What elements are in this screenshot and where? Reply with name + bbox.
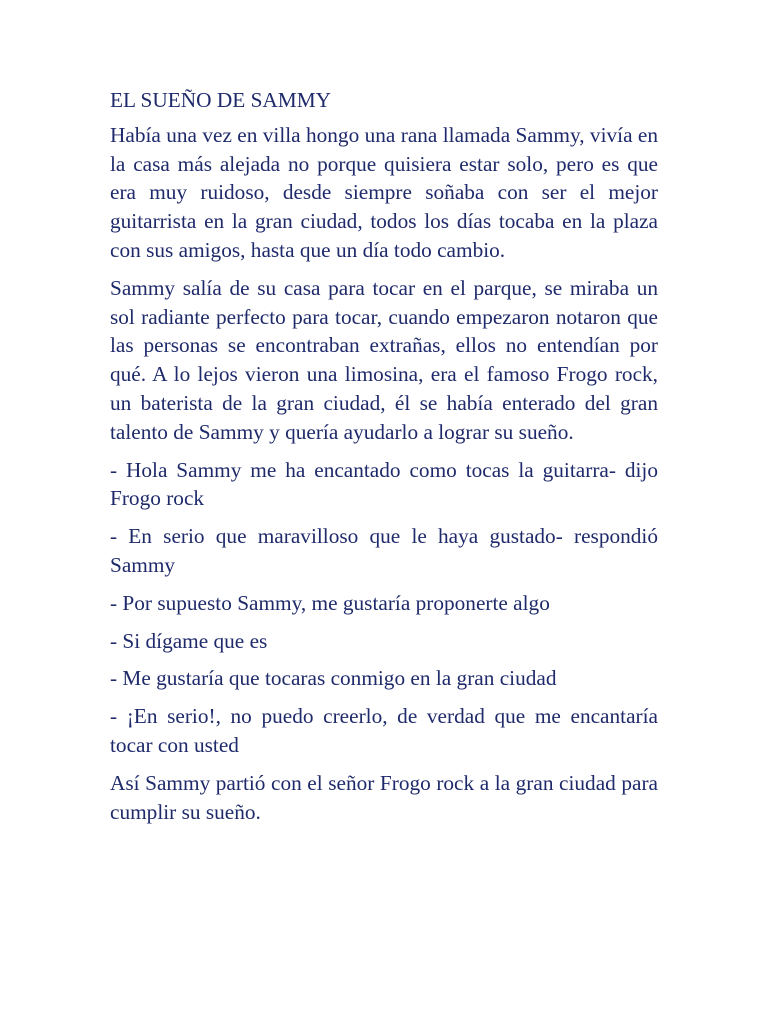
paragraph-park: Sammy salía de su casa para tocar en el parque, se miraba un sol radiante perfecto para tocar, cuando empezaron notaron que las personas se encontraban extrañas, ellos no entendían por qué. A lo lejos vieron una limosina, era el famoso Frogo rock, un baterista de la gran ciudad, él se había enterado del gran talento de Sammy y quería ayudarlo a lograr su sueño. <box>110 275 658 444</box>
dialogue-line: - ¡En serio!, no puedo creerlo, de verdad que me encantaría tocar con usted <box>110 704 658 757</box>
dialogue-line: - Por supuesto Sammy, me gustaría proponerte algo <box>110 590 550 615</box>
dialogue-line: - Me gustaría que tocaras conmigo en la gran ciudad <box>110 666 557 691</box>
dialogue-line: - Hola Sammy me ha encantado como tocas la guitarra- dijo Frogo rock <box>110 457 658 511</box>
paragraph-ending: Así Sammy partió con el señor Frogo rock a la gran ciudad para cumplir su sueño. <box>110 770 658 824</box>
paragraph-intro: Había una vez en villa hongo una rana llamada Sammy, vivía en la casa más alejada no porque quisiera estar solo, pero es que era muy ruidoso, desde siempre soñaba con ser el mejor guitarrista en la gran ciudad, todos los días tocaba en la plaza con sus amigos, hasta que un día todo cambio. <box>110 122 658 262</box>
dialogue-line: - En serio que maravilloso que le haya gustado- respondió Sammy <box>110 524 658 577</box>
dialogue-line: - Si dígame que es <box>110 628 268 653</box>
document-page <box>110 86 658 835</box>
document-title: EL SUEÑO DE SAMMY <box>110 88 332 112</box>
